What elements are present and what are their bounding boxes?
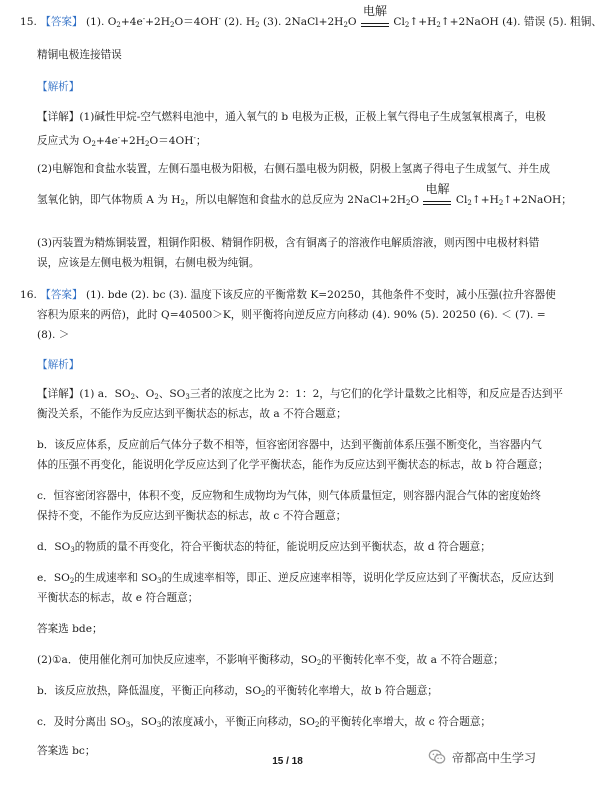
q16-detail-c2: 保持不变，不能作为反应达到平衡状态的标志，故 c 不符合题意； [37,510,347,522]
q15-detail-2: (2)电解饱和食盐水装置，左侧石墨电极为阳极，右侧石墨电极为阴极，阴极上氢离子得电子生成氢气、并生成 [37,163,550,175]
wechat-icon [428,748,446,766]
q15-answer-line2: 精铜电极连接错误 [37,49,122,61]
electrolysis-equals-sign: 电解 [422,196,452,210]
q15-answer-line: 15. 【答案】 (1). $O_2+4e^-+2H_2O=4OH^-$ (2). $H_2$ (3). $2NaCl+2H_2O$ 电解 $Cl_2↑+H_2↑+2NaOH$ (4). 错误 (5). 粗铜、 [20,12,575,32]
q16-summary-2: 答案选 bc； [37,745,96,757]
answer-tag: 【答案】 [40,289,83,301]
watermark-text: 帝都高中生学习 [452,750,537,765]
q16-answer-line2: 容积为原来的两倍)，此时 Q=40500＞K，则平衡将向逆反应方向移动 (4). 90% (5). 20250 (6). ＜ (7). = [37,309,546,321]
q16-detail-e2: 平衡状态的标志，故 e 符合题意； [37,592,199,604]
q16-detail-b: b．该反应体系，反应前后气体分子数不相等，恒容密闭容器中，达到平衡前体系压强不断变化，当容器内气 [37,439,542,451]
q16-detail-e: e．$SO_2$的生成速率和 $SO_3$的生成速率相等，即正、逆反应速率相等，说明化学反应达到了平衡状态，反应达到 [37,572,554,585]
q15-detail-2b: 氢氧化钠，即气体物质 A 为 $H_2$，所以电解饱和食盐水的总反应为 $2NaCl+2H_2O$ 电解 $Cl_2↑+H_2↑+2NaOH$； [37,193,575,210]
q16-part2-c: c．及时分离出 $SO_3$，$SO_3$的浓度减小，平衡正向移动，$SO_2$的平衡转化率增大，故 c 符合题意； [37,716,492,729]
watermark [428,748,536,766]
q16-detail-a: 【详解】(1) a．$SO_2$、$O_2$、$SO_3$三者的浓度之比为 2：1：2，与它们的化学计量数之比相等，和反应是否达到平 [37,388,564,401]
q15-detail-3: (3)丙装置为精炼铜装置，粗铜作阳极、精铜作阴极，含有铜离子的溶液作电解质溶液，则丙图中电极材料错 [37,237,540,249]
q16-detail-d: d．$SO_3$的物质的量不再变化，符合平衡状态的特征，能说明反应达到平衡状态，故 d 符合题意； [37,541,491,554]
q15-detail-1b: 反应式为 $O_2+4e^-+2H_2O=4OH^-$； [37,134,207,148]
q15-detail-1: 【详解】(1)碱性甲烷-空气燃料电池中，通入氧气的 b 电极为正极，正极上氧气得电子生成氢氧根离子，电极 [37,111,546,123]
q16-part2-a: (2)①a．使用催化剂可加快反应速率，不影响平衡移动，$SO_2$的平衡转化率不变，故 a 不符合题意； [37,654,504,667]
q16-analysis-tag: 【解析】 [37,359,80,371]
q15-detail-3b: 误，应该是左侧电极为粗铜，右侧电极为纯铜。 [37,257,260,269]
q16-detail-b2: 体的压强不再变化，能说明化学反应达到了化学平衡状态，能作为反应达到平衡状态的标志，故 b 符合题意； [37,459,549,471]
q15-analysis-tag: 【解析】 [37,81,80,93]
q16-answer-line: 16. 【答案】 (1). bde (2). bc (3). 温度下该反应的平衡常数 K=20250，其他条件不变时，减小压强(拉升容器使 [20,289,556,301]
q16-detail-c: c．恒容密闭容器中，体积不变，反应物和生成物均为气体，则气体质量恒定，则容器内混合气体的密度始终 [37,490,541,502]
answer-tag: 【答案】 [40,16,83,28]
q16-summary-1: 答案选 bde； [37,623,103,635]
electrolysis-equals-sign: 电解 [360,18,390,32]
page-number: 15 / 18 [272,756,303,767]
q16-answer-line3: (8). ＞ [37,329,70,341]
q16-number: 16. [20,289,37,301]
q15-number: 15. [20,16,37,28]
q16-detail-a2: 衡没关系，不能作为反应达到平衡状态的标志，故 a 不符合题意； [37,408,347,420]
q16-part2-b: b．该反应放热，降低温度，平衡正向移动，$SO_2$的平衡转化率增大，故 b 符合题意； [37,685,438,698]
